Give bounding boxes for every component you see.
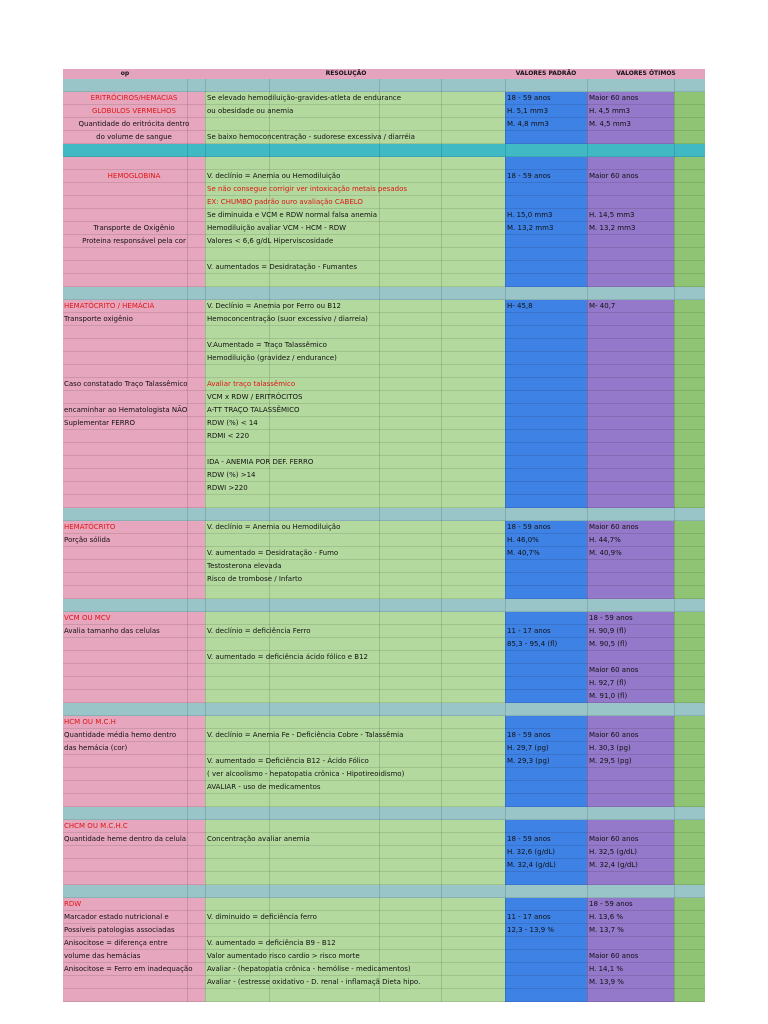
cell-resolucao[interactable]: EX: CHUMBO padrão ouro avaliação CABELO [205, 196, 505, 209]
cell-valores-padrao[interactable]: 12,3 - 13,9 % [505, 924, 587, 937]
table-row [63, 469, 705, 482]
cell-valores-padrao[interactable]: M. 40,7% [505, 547, 587, 560]
table-row [63, 352, 705, 365]
cell-resolucao[interactable]: V. diminuido = deficiência ferro [205, 911, 505, 924]
table-row [63, 326, 705, 339]
cell-valores-padrao[interactable]: M. 32,4 (g/dL) [505, 859, 587, 872]
cell-valores-padrao[interactable]: H- 45,8 [505, 300, 587, 313]
cell-op[interactable]: HEMOGLOBINA [63, 170, 205, 183]
table-row [63, 716, 705, 729]
cell-op[interactable]: HCM OU M.C.H [63, 716, 205, 729]
table-row [63, 872, 705, 885]
row-border [63, 1001, 705, 1002]
cell-op[interactable]: encaminhar ao Hematologista NÃO [63, 404, 205, 417]
cell-valores-padrao[interactable]: 18 - 59 anos [505, 170, 587, 183]
cell-resolucao[interactable]: VCM x RDW / ERITRÓCITOS [205, 391, 505, 404]
table-row [63, 638, 705, 651]
cell-op[interactable]: Transporte de Oxigênio [63, 222, 205, 235]
table-row [63, 157, 705, 170]
cell-valores-otimos[interactable]: H. 32,5 (g/dL) [587, 846, 674, 859]
cell-valores-otimos[interactable]: 18 - 59 anos [587, 898, 674, 911]
table-row [63, 742, 705, 755]
cell-valores-padrao[interactable]: M. 4,8 mm3 [505, 118, 587, 131]
table-row [63, 859, 705, 872]
cell-valores-padrao[interactable]: H. 29,7 (pg) [505, 742, 587, 755]
cell-op[interactable]: das hemácia (cor) [63, 742, 205, 755]
cell-resolucao[interactable]: Valor aumentado risco cardio > risco morte [205, 950, 505, 963]
cell-valores-otimos[interactable]: Maior 60 anos [587, 92, 674, 105]
cell-valores-otimos[interactable]: M- 40,7 [587, 300, 674, 313]
table-row [63, 430, 705, 443]
cell-resolucao[interactable]: V. Declínio = Anemia por Ferro ou B12 [205, 300, 505, 313]
cell-valores-padrao[interactable]: H. 46,0% [505, 534, 587, 547]
cell-op[interactable]: Quantidade média hemo dentro [63, 729, 205, 742]
table-row [63, 651, 705, 664]
table-row [63, 365, 705, 378]
table-row [63, 729, 705, 742]
table-row [63, 92, 705, 105]
table-row [63, 573, 705, 586]
table-row [63, 391, 705, 404]
header-row [63, 69, 705, 79]
cell-valores-otimos[interactable]: Maior 60 anos [587, 729, 674, 742]
cell-op[interactable]: Suplementar FERRO [63, 417, 205, 430]
table-row [63, 833, 705, 846]
cell-resolucao[interactable]: Valores < 6,6 g/dL Hiperviscosidade [205, 235, 505, 248]
table-row [63, 768, 705, 781]
cell-valores-padrao[interactable]: H. 32,6 (g/dL) [505, 846, 587, 859]
separator-row [63, 79, 705, 92]
cell-valores-padrao[interactable]: 11 - 17 anos [505, 911, 587, 924]
cell-valores-otimos[interactable]: Maior 60 anos [587, 521, 674, 534]
cell-valores-otimos[interactable]: H. 44,7% [587, 534, 674, 547]
cell-resolucao[interactable]: Avaliar - (hepatopatia crônica - hemólise - medicamentos) [205, 963, 505, 976]
cell-resolucao[interactable]: V. declínio = Anemia ou Hemodiluição [205, 521, 505, 534]
table-row [63, 976, 705, 989]
cell-valores-otimos[interactable]: M. 40,9% [587, 547, 674, 560]
cell-resolucao[interactable]: Se diminuida e VCM e RDW normal falsa anemia [205, 209, 505, 222]
table-row [63, 794, 705, 807]
cell-op[interactable]: Marcador estado nutricional e [63, 911, 205, 924]
cell-resolucao[interactable]: Risco de trombose / Infarto [205, 573, 505, 586]
table-row [63, 781, 705, 794]
cell-resolucao[interactable]: Se elevado hemodiluição-gravides-atleta de endurance [205, 92, 505, 105]
cell-valores-otimos[interactable]: Maior 60 anos [587, 664, 674, 677]
table-row [63, 846, 705, 859]
table-row [63, 339, 705, 352]
table-row [63, 625, 705, 638]
table-row [63, 989, 705, 1002]
cell-op[interactable]: Avalia tamanho das celulas [63, 625, 205, 638]
table-row [63, 209, 705, 222]
table-row [63, 690, 705, 703]
cell-op[interactable]: Caso constatado Traço Talassêmico [63, 378, 205, 391]
cell-resolucao[interactable]: V. aumentados = Desidratação - Fumantes [205, 261, 505, 274]
cell-resolucao[interactable]: Avaliar - (estresse oxidativo - D. renal - inflamaçã Dieta hipo. [205, 976, 505, 989]
table-row [63, 261, 705, 274]
table-row [63, 547, 705, 560]
cell-valores-otimos[interactable]: H. 4,5 mm3 [587, 105, 674, 118]
table-row [63, 118, 705, 131]
cell-op[interactable]: volume das hemácias [63, 950, 205, 963]
cell-op[interactable]: Possíveis patologias associadas [63, 924, 205, 937]
cell-resolucao[interactable]: Se baixo hemoconcentração - sudorese excessiva / diarréia [205, 131, 505, 144]
table-row [63, 183, 705, 196]
table-row [63, 235, 705, 248]
cell-valores-padrao[interactable]: H. 15,0 mm3 [505, 209, 587, 222]
cell-valores-padrao[interactable]: 85,3 - 95,4 (fl) [505, 638, 587, 651]
cell-op[interactable]: do volume de sangue [63, 131, 205, 144]
table-row [63, 820, 705, 833]
cell-valores-otimos[interactable]: H. 14,1 % [587, 963, 674, 976]
cell-valores-otimos[interactable]: M. 13,2 mm3 [587, 222, 674, 235]
cell-valores-otimos[interactable]: 18 - 59 anos [587, 612, 674, 625]
cell-valores-padrao[interactable]: 18 - 59 anos [505, 729, 587, 742]
cell-op[interactable]: CHCM OU M.C.H.C [63, 820, 205, 833]
table-row [63, 898, 705, 911]
table-row [63, 495, 705, 508]
table-row [63, 521, 705, 534]
cell-resolucao[interactable]: RDMI < 220 [205, 430, 505, 443]
table-row [63, 131, 705, 144]
table-row [63, 937, 705, 950]
table-row [63, 755, 705, 768]
separator-row [63, 508, 705, 521]
cell-op[interactable]: RDW [63, 898, 205, 911]
cell-resolucao[interactable]: ( ver alcoolismo - hepatopatia crônica - Hipotireoidismo) [205, 768, 505, 781]
cell-valores-otimos[interactable]: Maior 60 anos [587, 950, 674, 963]
cell-op[interactable]: GLOBULOS VERMELHOS [63, 105, 205, 118]
table-row [63, 677, 705, 690]
cell-valores-otimos[interactable]: M. 32,4 (g/dL) [587, 859, 674, 872]
table-row [63, 378, 705, 391]
table-row [63, 248, 705, 261]
cell-valores-otimos[interactable]: M. 29,5 (pg) [587, 755, 674, 768]
cell-resolucao[interactable]: V. aumentado = deficiência ácido fólico e B12 [205, 651, 505, 664]
cell-valores-otimos[interactable]: M. 91,0 (fl) [587, 690, 674, 703]
cell-op[interactable]: Proteina responsável pela cor [63, 235, 205, 248]
cell-resolucao[interactable]: V. aumentado = deficiência B9 - B12 [205, 937, 505, 950]
cell-resolucao[interactable]: RDWI >220 [205, 482, 505, 495]
cell-valores-otimos[interactable]: Maior 60 anos [587, 170, 674, 183]
table-row [63, 950, 705, 963]
table-row [63, 534, 705, 547]
table-row [63, 313, 705, 326]
cell-op[interactable]: Transporte oxigênio [63, 313, 205, 326]
cell-valores-otimos[interactable]: H. 30,3 (pg) [587, 742, 674, 755]
cell-resolucao[interactable]: Testosterona elevada [205, 560, 505, 573]
table-row [63, 417, 705, 430]
table-row [63, 963, 705, 976]
header-op[interactable]: op [63, 69, 187, 79]
header-valores-otimos[interactable]: VALORES ÓTIMOS [587, 69, 705, 79]
cell-valores-otimos[interactable]: Maior 60 anos [587, 833, 674, 846]
table-row [63, 482, 705, 495]
table-row [63, 105, 705, 118]
cell-resolucao[interactable]: IDA - ANEMIA POR DEF. FERRO [205, 456, 505, 469]
cell-op[interactable]: ERITRÓCIROS/HEMACIAS [63, 92, 205, 105]
cell-op[interactable]: Porção sólida [63, 534, 205, 547]
cell-valores-padrao[interactable]: H. 5,1 mm3 [505, 105, 587, 118]
cell-op[interactable]: HEMATÓCRITO [63, 521, 205, 534]
table-row [63, 456, 705, 469]
cell-resolucao[interactable]: Hemodiluição (gravidez / endurance) [205, 352, 505, 365]
cell-resolucao[interactable]: V. aumentado = Desidratação - Fumo [205, 547, 505, 560]
separator-row [63, 599, 705, 612]
separator-row [63, 885, 705, 898]
cell-op[interactable]: Anisocitose = Ferro em inadequação [63, 963, 205, 976]
cell-valores-padrao[interactable]: 11 - 17 anos [505, 625, 587, 638]
cell-resolucao[interactable]: Hemodiluição avaliar VCM - HCM - RDW [205, 222, 505, 235]
cell-valores-otimos[interactable]: H. 14,5 mm3 [587, 209, 674, 222]
cell-resolucao[interactable]: V. declínio = Anemia ou Hemodiluição [205, 170, 505, 183]
cell-valores-padrao[interactable]: M. 13,2 mm3 [505, 222, 587, 235]
cell-op[interactable]: HEMATÓCRITO / HEMÁCIA [63, 300, 205, 313]
separator-row [63, 807, 705, 820]
cell-valores-padrao[interactable]: 18 - 59 anos [505, 833, 587, 846]
table-row [63, 404, 705, 417]
cell-resolucao[interactable]: V. declínio = deficiência Ferro [205, 625, 505, 638]
cell-resolucao[interactable]: RDW (%) < 14 [205, 417, 505, 430]
table-body [63, 79, 705, 1002]
cell-valores-otimos[interactable]: H. 92,7 (fl) [587, 677, 674, 690]
cell-valores-otimos[interactable]: M. 90,5 (fl) [587, 638, 674, 651]
header-resolucao[interactable]: RESOLUÇÃO [187, 69, 505, 79]
table-row [63, 924, 705, 937]
cell-op[interactable]: VCM OU MCV [63, 612, 205, 625]
table-row [63, 664, 705, 677]
cell-resolucao[interactable]: Concentração avaliar anemia [205, 833, 505, 846]
separator-row [63, 703, 705, 716]
cell-resolucao[interactable]: V. aumentado = Deficiência B12 - Ácido Fólico [205, 755, 505, 768]
cell-op[interactable]: Quantidade do eritrócita dentro [63, 118, 205, 131]
cell-resolucao[interactable]: V. declínio = Anemia Fe - Deficiência Cobre - Talassêmia [205, 729, 505, 742]
cell-valores-otimos[interactable]: M. 13,7 % [587, 924, 674, 937]
table-row [63, 196, 705, 209]
separator-row [63, 287, 705, 300]
cell-resolucao[interactable]: Avaliar traço talassêmico [205, 378, 505, 391]
separator-row [63, 144, 705, 157]
cell-resolucao[interactable]: Hemoconcentração (suor excessivo / diarreia) [205, 313, 505, 326]
table-row [63, 443, 705, 456]
table-row [63, 560, 705, 573]
cell-resolucao[interactable]: AVALIAR - uso de medicamentos [205, 781, 505, 794]
cell-valores-padrao[interactable]: 18 - 59 anos [505, 521, 587, 534]
cell-valores-padrao[interactable]: M. 29,3 (pg) [505, 755, 587, 768]
table-row [63, 612, 705, 625]
cell-valores-otimos[interactable]: M. 4,5 mm3 [587, 118, 674, 131]
cell-resolucao[interactable]: ou obesidade ou anemia [205, 105, 505, 118]
cell-resolucao[interactable]: A-TT TRAÇO TALASSÊMICO [205, 404, 505, 417]
cell-resolucao[interactable]: RDW (%) >14 [205, 469, 505, 482]
table-row [63, 222, 705, 235]
cell-op[interactable]: Anisocitose = diferença entre [63, 937, 205, 950]
spreadsheet [63, 69, 705, 1002]
table-row [63, 274, 705, 287]
header-valores-padrao[interactable]: VALORES PADRÃO [505, 69, 587, 79]
cell-valores-otimos[interactable]: H. 90,9 (fl) [587, 625, 674, 638]
table-row [63, 911, 705, 924]
cell-resolucao[interactable]: Se não consegue corrigir ver intoxicação metais pesados [205, 183, 505, 196]
cell-valores-otimos[interactable]: H. 13,6 % [587, 911, 674, 924]
table-row [63, 170, 705, 183]
cell-valores-padrao[interactable]: 18 - 59 anos [505, 92, 587, 105]
cell-op[interactable]: Quantidade heme dentro da celula [63, 833, 205, 846]
cell-resolucao[interactable]: V.Aumentado = Traço Talassêmico [205, 339, 505, 352]
cell-valores-otimos[interactable]: M. 13,9 % [587, 976, 674, 989]
table-row [63, 586, 705, 599]
table-row [63, 300, 705, 313]
